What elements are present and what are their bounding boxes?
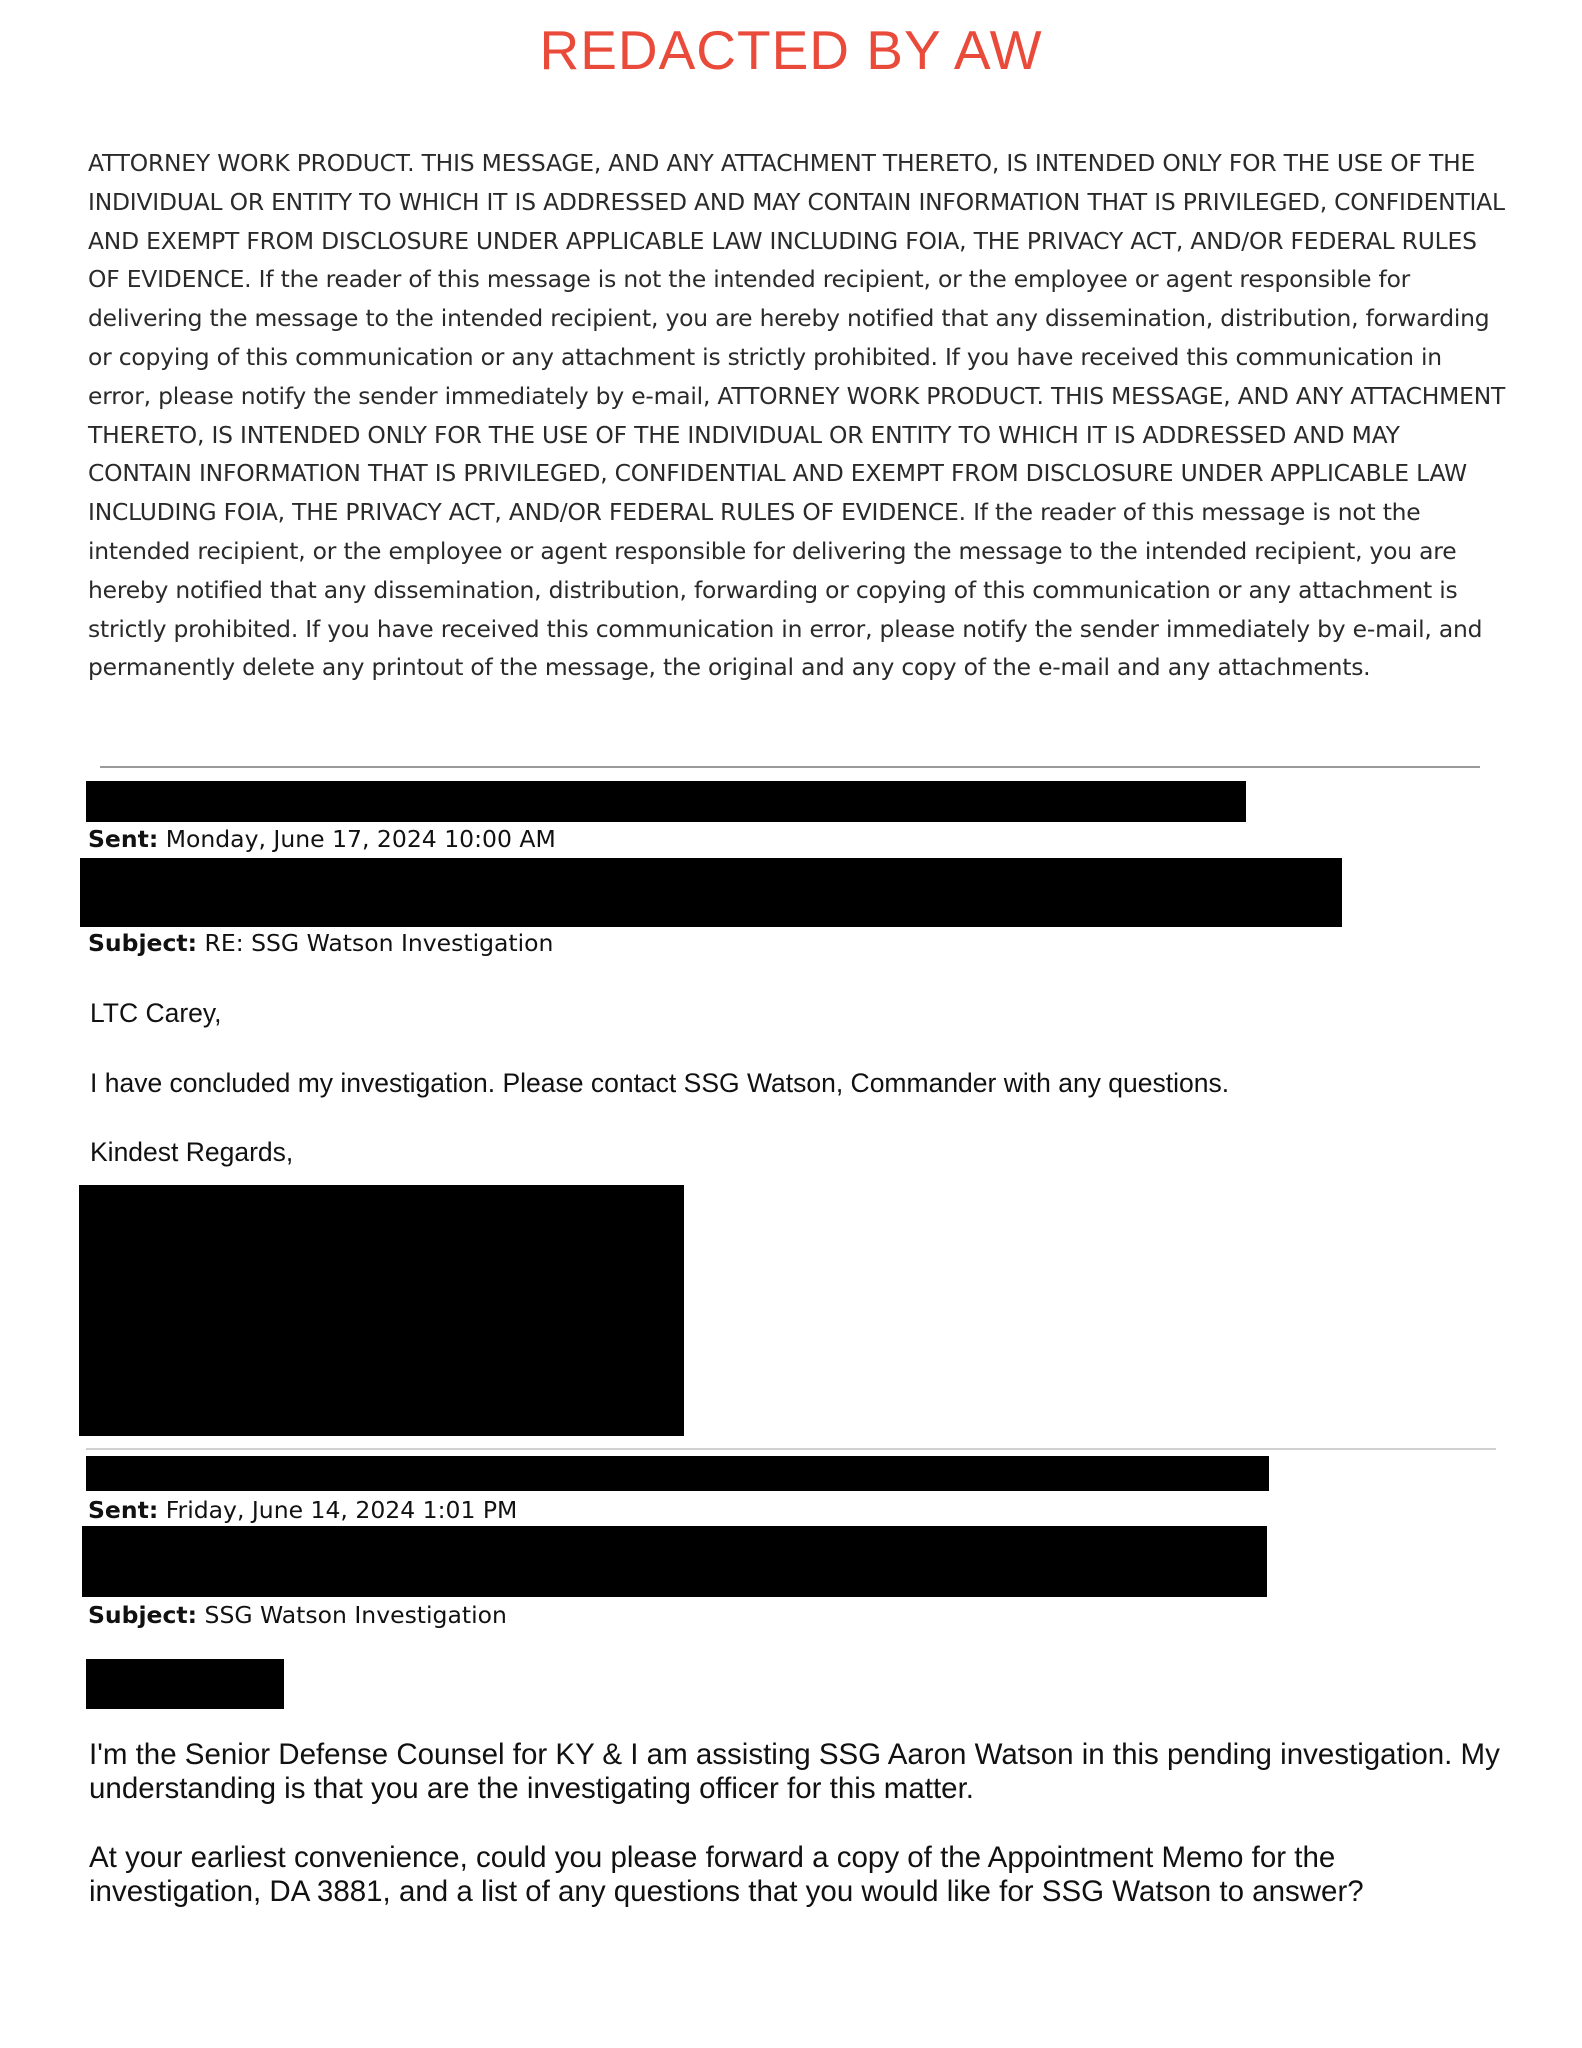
email1-body: I have concluded my investigation. Please contact SSG Watson, Commander with any questions. <box>90 1068 1230 1098</box>
email1-greeting: LTC Carey, <box>90 998 222 1028</box>
sent-value: Monday, June 17, 2024 10:00 AM <box>165 825 556 853</box>
redaction-stamp: REDACTED BY AW <box>539 19 1043 81</box>
subject-label: Subject: <box>88 1601 198 1629</box>
header-divider <box>100 766 1480 768</box>
header-divider <box>86 1448 1496 1450</box>
redacted-from-line <box>86 781 1246 822</box>
email2-paragraph-1: I'm the Senior Defense Counsel for KY & I am assisting SSG Aaron Watson in this pending investigation. My understanding is that you are the investigating officer for this matter. <box>89 1738 1500 1805</box>
email2-paragraph-2: At your earliest convenience, could you please forward a copy of the Appointment Memo for the investigation, DA 3881, and a list of any questions that you would like for SSG Watson to answer? <box>89 1841 1364 1908</box>
sent-label: Sent: <box>88 825 159 853</box>
sent-value: Friday, June 14, 2024 1:01 PM <box>165 1496 518 1524</box>
email2-sent-line <box>88 1496 517 1524</box>
email1-closing: Kindest Regards, <box>90 1137 294 1167</box>
redacted-signature-block <box>79 1185 684 1436</box>
redacted-to-line <box>82 1526 1267 1597</box>
redacted-from-line <box>86 1456 1269 1491</box>
subject-value: SSG Watson Investigation <box>204 1601 507 1629</box>
confidentiality-disclaimer: ATTORNEY WORK PRODUCT. THIS MESSAGE, AND ANY ATTACHMENT THERETO, IS INTENDED ONLY FOR THE USE OF THE INDIVIDUAL OR ENTITY TO WHICH IT IS ADDRESSED AND MAY CONTAIN INFORMATION THAT IS PRIVILEGED, CONFIDENTIAL AND EXEMPT FROM DISCLOSURE UNDER APPLICABLE LAW INCLUDING FOIA, THE PRIVACY ACT, AND/OR FEDERAL RULES OF EVIDENCE. If the reader of this message is not the intended recipient, or the employee or agent responsible for delivering the message to the intended recipient, you are hereby notified that any dissemination, distribution, forwarding or copying of this communication or any attachment is strictly prohibited. If you have received this communication in error, please notify the sender immediately by e-mail, ATTORNEY WORK PRODUCT. THIS MESSAGE, AND ANY ATTACHMENT THERETO, IS INTENDED ONLY FOR THE USE OF THE INDIVIDUAL OR ENTITY TO WHICH IT IS ADDRESSED AND MAY CONTAIN INFORMATION THAT IS PRIVILEGED, CONFIDENTIAL AND EXEMPT FROM DISCLOSURE UNDER APPLICABLE LAW INCLUDING FOIA, THE PRIVACY ACT, AND/OR FEDERAL RULES OF EVIDENCE. If the reader of this message is not the intended recipient, or the employee or agent responsible for delivering the message to the intended recipient, you are hereby notified that any dissemination, distribution, forwarding or copying of this communication or any attachment is strictly prohibited. If you have received this communication in error, please notify the sender immediately by e-mail, and permanently delete any printout of the message, the original and any copy of the e-mail and any attachments. <box>88 149 1506 682</box>
sent-label: Sent: <box>88 1496 159 1524</box>
subject-label: Subject: <box>88 929 198 957</box>
email1-sent-line <box>88 825 556 853</box>
email1-subject-line <box>88 929 553 957</box>
email2-subject-line <box>88 1601 507 1629</box>
subject-value: RE: SSG Watson Investigation <box>204 929 554 957</box>
redacted-to-line <box>80 858 1342 927</box>
redacted-salutation <box>86 1659 284 1709</box>
